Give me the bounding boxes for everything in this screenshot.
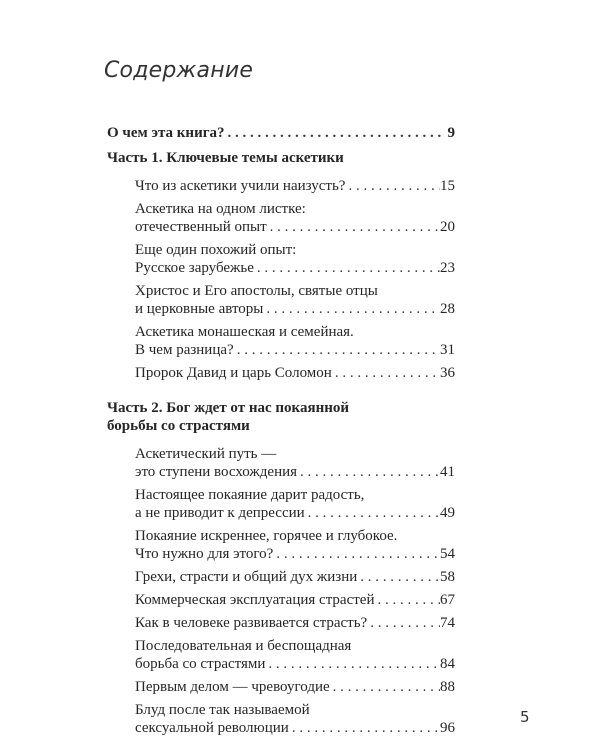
toc-page-number: 96 [440,720,455,736]
toc-page-number: 28 [440,301,455,317]
toc-entry-line: отечественный опыт [135,219,267,235]
toc-entry-line: и церковные авторы [135,301,264,317]
toc-entry-line: а не приводит к депрессии [135,505,305,521]
part-title-line: Часть 2. Бог ждет от нас покаянной [107,400,350,416]
toc-entry[interactable] [135,678,455,696]
toc-entry-line: Покаяние искреннее, горячее и глубокое. [135,528,398,544]
toc-page-number: 15 [440,178,455,194]
toc-entry[interactable] [135,364,455,382]
dot-leader [330,678,440,696]
toc-entry[interactable] [135,445,455,481]
toc-page-number: 9 [447,125,455,141]
dot-leader [234,341,440,359]
toc-entry[interactable] [135,323,455,359]
toc-entry-line: борьба со страстями [135,656,266,672]
toc-entry[interactable] [135,701,455,737]
dot-leader [254,259,440,277]
page-title: Содержание [104,58,254,83]
toc-entry[interactable] [135,591,455,609]
toc-entry-line: Аскетика монашеская и семейная. [135,324,354,340]
toc-page-number: 84 [440,656,455,672]
dot-leader [225,124,441,142]
dot-leader [357,568,440,586]
table-of-contents [107,124,455,742]
toc-entry-title: О чем эта книга? [107,125,225,141]
toc-entry-line: В чем разница? [135,342,234,358]
dot-leader [332,364,440,382]
toc-intro-entry[interactable] [107,124,455,142]
toc-entry-line: Первым делом — чревоугодие [135,679,330,695]
toc-entry-line: Последовательная и беспощадная [135,638,352,654]
dot-leader [297,463,440,481]
toc-entry[interactable] [135,486,455,522]
toc-entry[interactable] [135,241,455,277]
toc-page-number: 54 [440,546,455,562]
toc-entry[interactable] [135,568,455,586]
toc-entry[interactable] [135,614,455,632]
dot-leader [305,504,440,522]
toc-entry-line: Блуд после так называемой [135,702,310,718]
toc-entry-line: Настоящее покаяние дарит радость, [135,487,365,503]
toc-entry-line: Что нужно для этого? [135,546,274,562]
toc-page-number: 74 [440,615,455,631]
toc-page-number: 20 [440,219,455,235]
toc-part-title[interactable] [107,149,455,167]
toc-entry-line: Коммерческая эксплуатация страстей [135,592,375,608]
part-title-line: борьбы со страстями [107,418,250,434]
dot-leader [345,177,440,195]
part-title-line: Часть 1. Ключевые темы аскетики [107,150,344,166]
toc-entry-line: сексуальной революции [135,720,289,736]
toc-part-2 [107,399,455,737]
page-number: 5 [520,708,530,726]
toc-entry-line: Аскетика на одном листке: [135,201,306,217]
toc-part-title[interactable] [107,399,455,435]
toc-page-number: 36 [440,365,455,381]
toc-page-number: 58 [440,569,455,585]
toc-entry[interactable] [135,177,455,195]
toc-entry[interactable] [135,527,455,563]
dot-leader [273,545,440,563]
toc-page-number: 41 [440,464,455,480]
toc-entry-line: Пророк Давид и царь Соломон [135,365,332,381]
dot-leader [367,614,440,632]
toc-page-number: 67 [440,592,455,608]
toc-entry-line: Грехи, страсти и общий дух жизни [135,569,358,585]
toc-entry-line: Что из аскетики учили наизусть? [135,178,346,194]
toc-part-1 [107,149,455,382]
toc-entry[interactable] [135,637,455,673]
toc-page-number: 88 [440,679,455,695]
dot-leader [267,218,440,236]
toc-page-number: 31 [440,342,455,358]
toc-entry[interactable] [135,200,455,236]
toc-entry-line: Аскетический путь — [135,446,277,462]
toc-entry-line: Еще один похожий опыт: [135,242,297,258]
toc-entry-line: это ступени восхождения [135,464,298,480]
dot-leader [265,655,440,673]
toc-entry-line: Христос и Его апостолы, святые отцы [135,283,378,299]
toc-entry-line: Как в человеке развивается страсть? [135,615,368,631]
toc-page-number: 23 [440,260,455,276]
toc-entry-line: Русское зарубежье [135,260,254,276]
dot-leader [263,300,440,318]
toc-page-number: 49 [440,505,455,521]
toc-entry[interactable] [135,282,455,318]
dot-leader [375,591,441,609]
dot-leader [289,719,440,737]
